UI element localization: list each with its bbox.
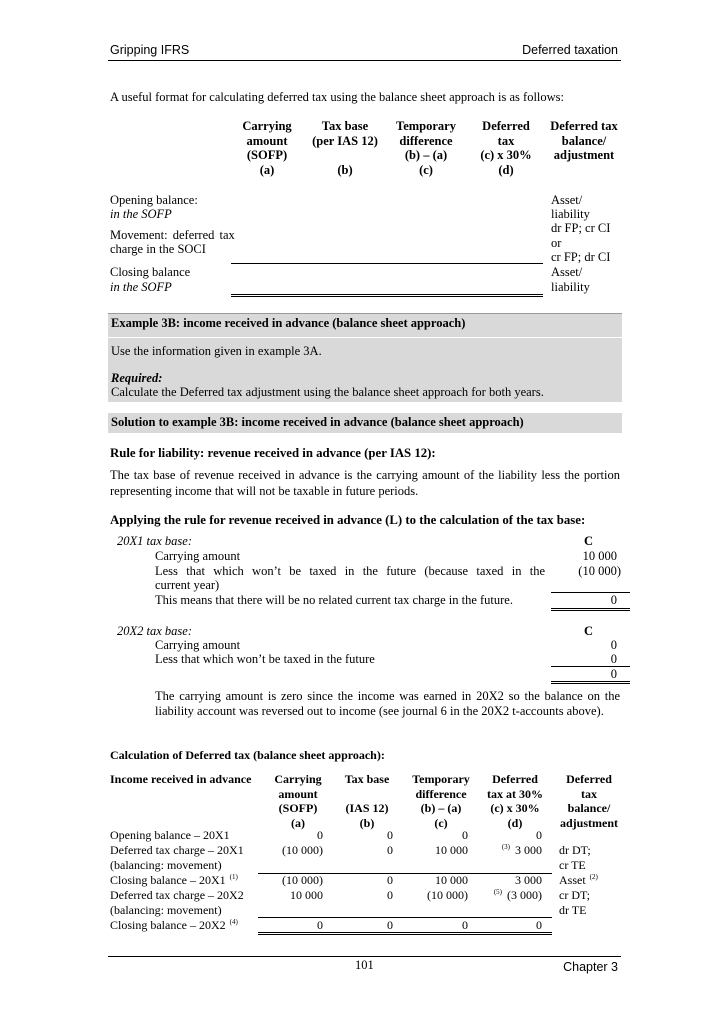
calc-row-label — [110, 828, 230, 843]
y1-label: 20X1 tax base: — [117, 534, 192, 548]
format-right-3: dr FP; cr CI — [551, 221, 611, 235]
calc-row-label-text: (balancing: movement) — [110, 903, 222, 917]
calc-cell-value: 10 000 — [435, 873, 468, 887]
format-col-line: (c) — [419, 162, 433, 177]
example-box-divider — [108, 337, 622, 338]
calc-cell-b — [336, 873, 393, 888]
y1-note: This means that there will be no related current tax charge in the future. — [155, 593, 513, 607]
calc-cell-c — [405, 888, 468, 903]
calc-row-label — [110, 888, 244, 903]
calc-cell-b — [336, 918, 393, 933]
y1-less-label-1: Less that which won’t be taxed in the future (because taxed in the — [155, 564, 545, 578]
y1-carrying-value: 10 000 — [582, 549, 617, 563]
format-col-line: difference — [399, 133, 453, 148]
format-total-rule — [231, 294, 543, 295]
calc-col-line: Carrying — [274, 772, 322, 786]
format-row-closing-sub: in the SOFP — [110, 280, 172, 294]
running-header-left: Gripping IFRS — [110, 43, 190, 57]
calc-col-line: Deferred — [492, 772, 538, 786]
calc-cell-value: (10 000) — [427, 888, 468, 902]
y1-carrying-label: Carrying amount — [155, 549, 241, 563]
calc-cell-value: cr TE — [559, 858, 586, 872]
page-number: 101 — [355, 958, 374, 972]
calc-col-line: Temporary — [412, 772, 470, 786]
format-col-adjustment — [544, 119, 624, 163]
calc-cell-c — [405, 873, 468, 888]
format-col-line: (d) — [498, 162, 514, 177]
calc-cell-a — [263, 873, 323, 888]
format-col-line: (c) x 30% — [480, 148, 532, 162]
footnote-marker: (1) — [229, 873, 238, 881]
calc-cell-value: 0 — [536, 918, 542, 932]
y1-less-value: (10 000) — [578, 564, 621, 578]
calc-cell-value: 0 — [317, 828, 323, 842]
calc-cell-a — [263, 918, 323, 933]
calc-cell-value: 0 — [462, 828, 468, 842]
format-right-7: liability — [551, 280, 590, 294]
example-use-text: Use the information given in example 3A. — [111, 344, 322, 358]
calc-cell-b — [336, 888, 393, 903]
y1-less-label-2: current year) — [155, 578, 220, 592]
running-header-right: Deferred taxation — [522, 43, 618, 57]
calc-cell-b — [336, 828, 393, 843]
carrying-note: The carrying amount is zero since the income was earned in 20X2 so the balance on the liability account was reversed out to income (see journal 6 in the 20X2 t-accounts above). — [155, 689, 620, 718]
calc-label-head: Income received in advance — [110, 772, 252, 786]
calc-cell-d — [481, 843, 542, 858]
calc-cell-value: 0 — [387, 828, 393, 842]
format-total-rule-double — [231, 296, 543, 297]
calc-heading: Calculation of Deferred tax (balance sheet approach): — [110, 748, 385, 762]
calc-cell-value: dr TE — [559, 903, 587, 917]
header-rule — [108, 60, 621, 61]
footer-rule — [108, 956, 621, 957]
calc-col-line: (d) — [507, 815, 523, 830]
calc-col-line: amount — [278, 786, 318, 801]
calc-col-temporary — [405, 772, 477, 830]
calc-col-line: (c) — [434, 815, 448, 830]
calc-rule-3-double — [258, 934, 552, 935]
calc-cell-c — [405, 828, 468, 843]
y1-total-rule — [551, 608, 630, 609]
applying-heading: Applying the rule for revenue received in advance (L) to the calculation of the tax base: — [110, 513, 586, 527]
calc-col-line: tax at 30% — [487, 786, 543, 801]
format-col-line: tax — [497, 133, 515, 148]
calc-cell-value: 10 000 — [290, 888, 323, 902]
format-col-carrying — [234, 119, 300, 177]
calc-col-line: Deferred — [566, 772, 612, 786]
calc-col-taxbase — [336, 772, 398, 830]
calc-row-label — [110, 903, 222, 918]
calc-row-label — [110, 843, 244, 858]
rule-text: The tax base of revenue received in advance is the carrying amount of the liability less the portion representing income that will not be taxable in future periods. — [110, 468, 620, 498]
footnote-marker: (5) — [493, 888, 502, 896]
calc-cell-value: 0 — [387, 873, 393, 887]
y2-currency: C — [584, 624, 594, 638]
calc-cell-e — [559, 843, 591, 858]
calc-cell-d — [481, 873, 542, 888]
calc-col-carrying — [263, 772, 333, 830]
calc-cell-d — [481, 888, 542, 903]
calc-cell-value: 0 — [387, 888, 393, 902]
format-col-line: Deferred — [482, 119, 530, 133]
calc-col-line: (SOFP) — [278, 801, 318, 815]
calc-row-label-text: Deferred tax charge – 20X2 — [110, 888, 244, 902]
format-row-opening-sub: in the SOFP — [110, 207, 172, 221]
calc-cell-value: 3 000 — [515, 843, 542, 857]
calc-cell-e — [559, 903, 586, 918]
calc-cell-value: 0 — [536, 828, 542, 842]
calc-cell-value: dr DT; — [559, 843, 591, 857]
intro-text: A useful format for calculating deferred tax using the balance sheet approach is as follows: — [110, 90, 565, 104]
footnote-marker: (4) — [229, 918, 238, 926]
y1-result-value: 0 — [610, 593, 617, 607]
format-col-line: (a) — [259, 162, 275, 177]
format-right-2: liability — [551, 207, 590, 221]
footnote-marker: (3) — [501, 843, 510, 851]
y2-less-value: 0 — [610, 652, 617, 666]
y2-less-label: Less that which won’t be taxed in the future — [155, 652, 375, 666]
calc-col-line: (b) – (a) — [420, 801, 462, 815]
calc-cell-e — [559, 858, 586, 873]
example-title: Example 3B: income received in advance (balance sheet approach) — [111, 316, 466, 330]
format-col-deferred — [470, 119, 542, 177]
format-col-line: Temporary — [396, 119, 456, 133]
y2-result-value: 0 — [610, 667, 617, 681]
calc-cell-a — [263, 843, 323, 858]
calc-cell-b — [336, 843, 393, 858]
format-col-taxbase — [303, 119, 387, 177]
format-col-line: (per IAS 12) — [312, 133, 378, 148]
calc-cell-value: cr DT; — [559, 888, 590, 902]
format-right-1: Asset/ — [551, 193, 583, 207]
calc-col-deferred — [481, 772, 549, 830]
calc-cell-value: Asset — [559, 873, 586, 887]
calc-col-line: (c) x 30% — [490, 801, 540, 815]
calc-cell-c — [405, 918, 468, 933]
y1-total-rule-double — [551, 610, 630, 611]
calc-row-label-text: Deferred tax charge – 20X1 — [110, 843, 244, 857]
calc-cell-value: 0 — [387, 918, 393, 932]
chapter-label: Chapter 3 — [563, 960, 618, 974]
rule-heading: Rule for liability: revenue received in advance (per IAS 12): — [110, 446, 436, 460]
y1-currency: C — [584, 534, 594, 548]
calc-col-line: tax — [581, 786, 597, 801]
calc-cell-d — [481, 918, 542, 933]
calc-cell-value: 0 — [462, 918, 468, 932]
format-row-movement-1: Movement: deferred tax — [110, 228, 235, 242]
calc-cell-e — [559, 888, 590, 903]
calc-cell-value: 10 000 — [435, 843, 468, 857]
calc-col-line — [336, 787, 398, 802]
format-row-closing: Closing balance — [110, 265, 191, 279]
calc-col-line: (IAS 12) — [345, 801, 389, 815]
y2-total-rule-double — [551, 683, 630, 684]
y2-label: 20X2 tax base: — [117, 624, 192, 638]
calc-row-label — [110, 873, 238, 888]
calc-cell-d — [481, 828, 542, 843]
calc-cell-value: 0 — [387, 843, 393, 857]
calc-col-line: (b) — [359, 815, 375, 830]
format-right-5: cr FP; dr CI — [551, 250, 611, 264]
format-col-line: Carrying — [242, 119, 292, 133]
format-col-line: Tax base — [321, 119, 369, 133]
calc-cell-a — [263, 888, 323, 903]
calc-col-line: adjustment — [559, 815, 618, 830]
calc-rule-2 — [258, 917, 552, 918]
example-required-label: Required: — [111, 371, 163, 385]
calc-col-line: difference — [415, 786, 467, 801]
calc-row-label-text: (balancing: movement) — [110, 858, 222, 872]
calc-rule-1 — [258, 873, 552, 874]
calc-cell-a — [263, 828, 323, 843]
format-col-line: Deferred tax — [550, 119, 618, 133]
y2-carrying-value: 0 — [610, 638, 617, 652]
solution-title: Solution to example 3B: income received in advance (balance sheet approach) — [111, 415, 524, 429]
calc-cell-value: 3 000 — [515, 873, 542, 887]
format-col-line: (b) — [337, 162, 353, 177]
calc-cell-c — [405, 843, 468, 858]
format-right-6: Asset/ — [551, 265, 583, 279]
format-col-line: adjustment — [553, 148, 615, 162]
calc-col-adjustment — [553, 772, 625, 830]
format-row-movement-2: charge in the SOCI — [110, 242, 206, 256]
calc-col-line: (a) — [291, 815, 305, 830]
format-subtotal-rule — [231, 263, 543, 264]
calc-row-label-text: Closing balance – 20X1 — [110, 873, 226, 887]
format-row-opening: Opening balance: — [110, 193, 198, 207]
format-col-line: (SOFP) — [246, 148, 288, 162]
calc-col-line: Tax base — [344, 772, 390, 786]
calc-cell-e — [559, 873, 598, 888]
format-col-line: (b) – (a) — [404, 148, 448, 162]
format-right-4: or — [551, 236, 562, 250]
format-col-line: amount — [246, 133, 288, 148]
format-col-line: balance/ — [561, 133, 607, 148]
y2-carrying-label: Carrying amount — [155, 638, 241, 652]
format-col-temporary — [389, 119, 463, 177]
calc-rule-3 — [258, 932, 552, 933]
format-col-line — [303, 148, 387, 163]
calc-cell-value: (10 000) — [282, 843, 323, 857]
footnote-marker: (2) — [589, 873, 598, 881]
calc-col-line: balance/ — [567, 801, 611, 815]
calc-row-label-text: Closing balance – 20X2 — [110, 918, 226, 932]
example-required-text: Calculate the Deferred tax adjustment using the balance sheet approach for both years. — [111, 385, 544, 399]
calc-cell-value: (10 000) — [282, 873, 323, 887]
example-box-top — [108, 313, 622, 314]
calc-row-label — [110, 918, 238, 933]
calc-cell-value: (3 000) — [507, 888, 542, 902]
calc-cell-value: 0 — [317, 918, 323, 932]
calc-row-label-text: Opening balance – 20X1 — [110, 828, 230, 842]
calc-row-label — [110, 858, 222, 873]
y2-total-rule — [551, 681, 630, 682]
